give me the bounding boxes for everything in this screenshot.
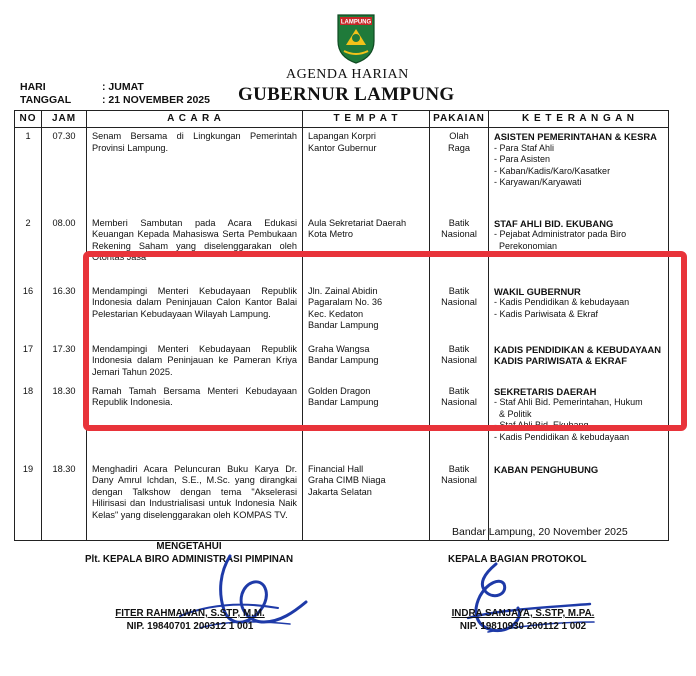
pakaian-line: Nasional [441,297,477,307]
tempat-line: Financial Hall [308,463,364,474]
right-signatory-nip: NIP. 19810930 200112 1 002 [459,621,587,632]
cell-acara: Mendampingi Menteri Kebudayaan Republik Indonesia dalam Peninjauan Calon Kantor Balai Pelestarian Kebudayaan Wilayah Lampung. [87,283,303,341]
ket-line: ASISTEN PEMERINTAHAN & KESRA [494,131,657,142]
ket-line: KABAN PENGHUBUNG [494,463,599,475]
pakaian-line: Nasional [441,475,477,485]
cell-jam: 16.30 [42,283,87,341]
tempat-line: Kantor Gubernur [308,142,377,153]
pakaian-line: Nasional [441,397,477,407]
pakaian-line: Batik [448,463,470,474]
cell-no: 1 [15,128,42,215]
cell-jam: 08.00 [42,215,87,283]
ket-line: SEKRETARIS DAERAH [494,385,597,397]
cell-keterangan [489,215,669,283]
right-signatory-title: KEPALA BAGIAN PROTOKOL [448,554,587,565]
ket-line: - Kadis Pariwisata & Ekraf [494,308,599,319]
cell-jam: 18.30 [42,383,87,461]
cell-no: 17 [15,341,42,383]
ket-line: - Pejabat Administrator pada Biro [494,229,627,239]
cell-acara: Mendampingi Menteri Kebudayaan Republik Indonesia dalam Peninjauan ke Pameran Kriya Jemari Tahun 2025. [87,341,303,383]
col-header-keterangan: K E T E R A N G A N [489,111,669,128]
col-header-pakaian: PAKAIAN [430,111,489,128]
cell-jam: 18.30 [42,461,87,541]
tempat-line: Kec. Kedaton [308,308,364,319]
col-header-jam: JAM [42,111,87,128]
cell-acara: Senam Bersama di Lingkungan Pemerintah Provinsi Lampung. [87,128,303,215]
date-row [20,94,210,106]
tempat-line: Aula Sekretariat Daerah [308,217,407,228]
cell-no: 19 [15,461,42,541]
table-header-row [15,111,669,128]
cell-acara: Memberi Sambutan pada Acara Edukasi Keuangan Kepada Mahasiswa Serta Pembukaan Rekening Saham yang diselenggarakan oleh Otoritas Jasa [87,215,303,283]
tempat-line: Jln. Zainal Abidin [308,285,378,296]
day-label: HARI [20,81,46,93]
agenda-label: AGENDA HARIAN [286,67,409,82]
cell-tempat [303,341,430,383]
pakaian-line: Olah [449,131,469,141]
tempat-line: Golden Dragon [308,385,371,396]
cell-jam: 17.30 [42,341,87,383]
col-header-no: NO [15,111,42,128]
ket-line: Perekonomian [494,240,558,251]
tempat-line: Jakarta Selatan [308,486,372,497]
ket-line: STAF AHLI BID. EKUBANG [494,217,614,229]
col-header-acara: A C A R A [87,111,303,128]
col-header-tempat: T E M P A T [303,111,430,128]
day-row [20,81,144,93]
tempat-line: Bandar Lampung [308,397,379,407]
ket-line: - Karyawan/Karyawati [494,177,582,187]
day-value: : JUMAT [102,81,144,93]
pakaian-line: Batik [448,217,470,228]
right-signatory-block [440,607,606,633]
left-signatory-nip: NIP. 19840701 200312 1 001 [126,621,254,632]
ket-line: KADIS PENDIDIKAN & KEBUDAYAAN [494,343,662,355]
cell-no: 2 [15,215,42,283]
cell-pakaian [430,128,489,215]
cell-keterangan [489,128,669,215]
cell-jam: 07.30 [42,128,87,215]
ket-line: - Kadis Pendidikan & kebudayaan [494,431,630,442]
cell-pakaian [430,341,489,383]
pakaian-line: Raga [448,142,470,153]
ket-line: - Para Staf Ahli [494,142,555,153]
left-signatory-name: FITER RAHMAWAN, S.STP, M.M. [115,608,265,619]
agenda-table [14,110,669,541]
tempat-line: Bandar Lampung [308,320,379,330]
table-row [15,341,669,383]
cell-acara: Menghadiri Acara Peluncuran Buku Karya Dr. Dany Amrul Ichdan, S.E., M.Sc. yang dirangkai dengan Talkshow dengan tema "Akselerasi Hilirisasi dan Industrialisasi untuk Indonesia Naik Kelas" yang diselenggarakan oleh KOMPAS TV. [87,461,303,541]
table-row [15,283,669,341]
ket-line: & Politik [494,408,532,419]
left-signatory-title [78,540,300,566]
cell-keterangan [489,341,669,383]
pakaian-line: Nasional [441,229,477,239]
cell-pakaian [430,283,489,341]
left-title-line2: Plt. KEPALA BIRO ADMINISTRASI PIMPINAN [84,554,294,565]
table-row [15,128,669,215]
pakaian-line: Batik [448,343,470,354]
ket-line: - Staf Ahli Bid. Ekubang [494,420,589,430]
tempat-line: Kota Metro [308,229,353,239]
table-row [15,383,669,461]
pakaian-line: Nasional [441,355,477,365]
tempat-line: Lapangan Korpri [308,131,376,141]
pakaian-line: Batik [448,285,470,296]
tempat-line: Graha Wangsa [308,343,370,354]
tempat-line: Bandar Lampung [308,355,379,365]
signature-place-date: Bandar Lampung, 20 November 2025 [452,526,628,538]
left-title-line1: MENGETAHUI [156,541,222,552]
left-signatory-block [102,607,278,633]
cell-keterangan [489,283,669,341]
date-label: TANGGAL [20,94,72,106]
pakaian-line: Batik [448,385,470,396]
cell-acara: Ramah Tamah Bersama Menteri Kebudayaan Republik Indonesia. [87,383,303,461]
ket-line: - Kadis Pendidikan & kebudayaan [494,297,630,307]
ket-line: - Kaban/Kadis/Karo/Kasatker [494,165,611,176]
cell-tempat [303,283,430,341]
cell-tempat [303,461,430,541]
cell-tempat [303,215,430,283]
tempat-line: Graha CIMB Niaga [308,475,386,485]
page-title: GUBERNUR LAMPUNG [238,84,455,105]
cell-tempat [303,128,430,215]
cell-tempat [303,383,430,461]
cell-keterangan [489,383,669,461]
cell-no: 16 [15,283,42,341]
ket-line: WAKIL GUBERNUR [494,285,581,297]
ket-line: - Staf Ahli Bid. Pemerintahan, Hukum [494,397,643,407]
ket-line: - Para Asisten [494,154,551,164]
ket-line: KADIS PARIWISATA & EKRAF [494,355,627,366]
date-value: : 21 NOVEMBER 2025 [102,94,210,106]
lampung-emblem-logo [334,11,378,65]
tempat-line: Pagaralam No. 36 [308,297,383,307]
emblem-text: LAMPUNG [340,19,372,26]
cell-no: 18 [15,383,42,461]
cell-pakaian [430,383,489,461]
table-row [15,215,669,283]
right-signatory-name: INDRA SANJAYA, S.STP, M.PA. [451,608,595,619]
cell-pakaian [430,215,489,283]
